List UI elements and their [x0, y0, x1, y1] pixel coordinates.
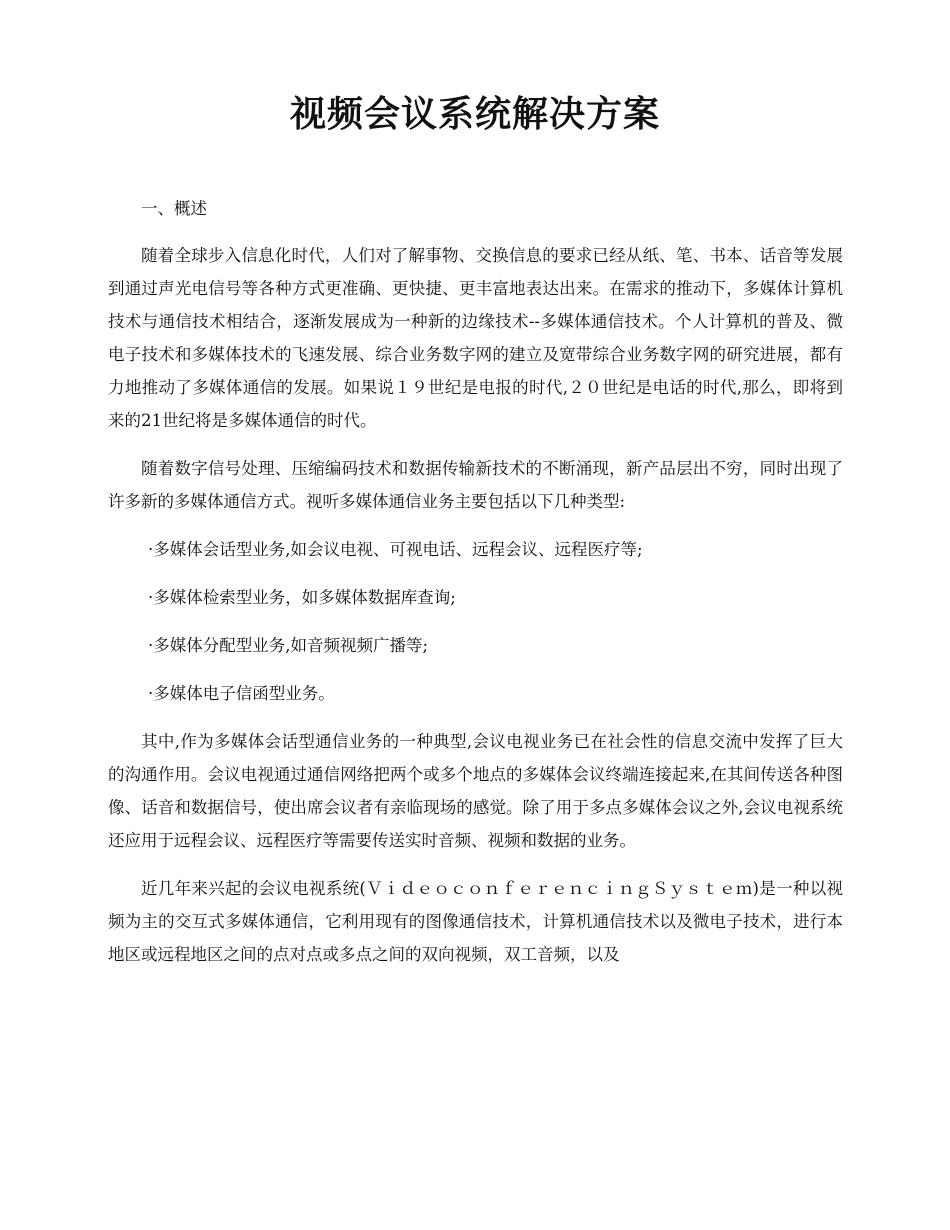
paragraph-conference-tv: 其中,作为多媒体会话型通信业务的一种典型,会议电视业务已在社会性的信息交流中发挥了巨大的沟通作用。会议电视通过通信网络把两个或多个地点的多媒体会议终端连接起来,在其间传送各种图像、话音和数据信号，使出席会议者有亲临现场的感觉。除了用于多点多媒体会议之外,会议电视系统还应用于远程会议、远程医疗等需要传送实时音频、视频和数据的业务。 — [108, 732, 843, 850]
paragraph-types: 随着数字信号处理、压缩编码技术和数据传输新技术的不断涌现，新产品层出不穷，同时出现了许多新的多媒体通信方式。视听多媒体通信业务主要包括以下几种类型: — [108, 459, 843, 511]
list-item: ·多媒体会话型业务,如会议电视、可视电话、远程会议、远程医疗等; — [148, 540, 643, 559]
service-type-list — [108, 533, 843, 710]
list-item: ·多媒体电子信函型业务。 — [148, 684, 335, 703]
list-item: ·多媒体分配型业务,如音频视频广播等; — [148, 636, 429, 655]
section-heading: 一、概述 — [141, 199, 207, 218]
paragraph-intro: 随着全球步入信息化时代，人们对了解事物、交换信息的要求已经从纸、笔、书本、话音等发展到通过声光电信号等各种方式更准确、更快捷、更丰富地表达出来。在需求的推动下，多媒体计算机技术与通信技术相结合，逐渐发展成为一种新的边缘技术--多媒体通信技术。个人计算机的普及、微电子技术和多媒体技术的飞速发展、综合业务数字网的建立及宽带综合业务数字网的研究进展，都有力地推动了多媒体通信的发展。如果说１９世纪是电报的时代,２０世纪是电话的时代,那么，即将到来的21世纪将是多媒体通信的时代。 — [108, 246, 843, 430]
document-title: 视频会议系统解决方案 — [289, 94, 660, 135]
paragraph-video-conferencing: 近几年来兴起的会议电视系统(ＶｉｄｅｏｃｏｎｆｅｒｅｎｃｉｎｇＳｙｓｔｅｍ)是一种以视频为主的交互式多媒体通信，它利用现有的图像通信技术，计算机通信技术以及微电子技术，进行本地区或远程地区之间的点对点或多点之间的双向视频，双工音频，以及 — [108, 879, 843, 964]
list-item: ·多媒体检索型业务，如多媒体数据库查询; — [148, 588, 456, 607]
document-body — [108, 192, 843, 986]
